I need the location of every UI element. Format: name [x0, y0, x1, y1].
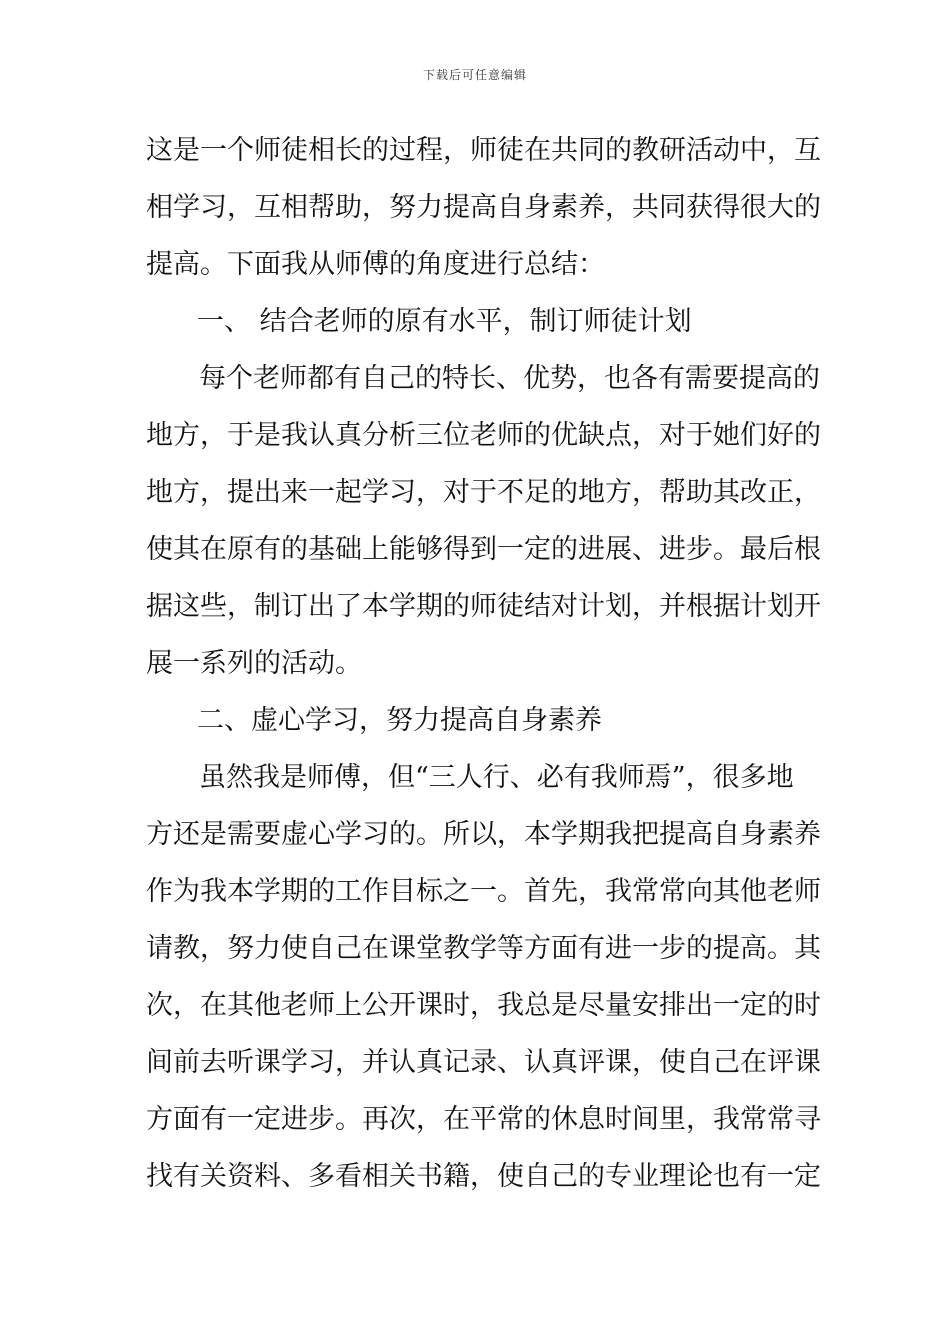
text-line-18: 方面有一定进步。再次，在平常的休息时间里，我常常寻	[146, 1104, 821, 1135]
text-line-15: 请教，努力使自己在课堂教学等方面有进一步的提高。其	[146, 933, 821, 964]
text-line-14: 作为我本学期的工作目标之一。首先，我常常向其他老师	[146, 876, 821, 907]
text-line-10: 展一系列的活动。	[146, 648, 362, 679]
text-line-5: 每个老师都有自己的特长、优势，也各有需要提高的	[199, 363, 820, 394]
text-line-8: 使其在原有的基础上能够得到一定的进展、进步。最后根	[146, 534, 821, 565]
text-line-1: 这是一个师徒相长的过程，师徒在共同的教研活动中，互	[146, 135, 821, 166]
text-line-6: 地方，于是我认真分析三位老师的优缺点，对于她们好的	[146, 420, 821, 451]
text-line-16: 次，在其他老师上公开课时，我总是尽量安排出一定的时	[146, 990, 821, 1021]
text-line-13: 方还是需要虚心学习的。所以，本学期我把提高自身素养	[146, 819, 821, 850]
text-line-19: 找有关资料、多看相关书籍，使自己的专业理论也有一定	[146, 1161, 821, 1192]
text-line-3: 提高。下面我从师傅的角度进行总结：	[146, 249, 605, 280]
page-header: 下载后可任意编辑	[422, 68, 527, 82]
text-line-12: 虽然我是师傅，但“三人行、必有我师焉”，很多地	[199, 762, 794, 793]
text-line-7: 地方，提出来一起学习，对于不足的地方，帮助其改正，	[146, 477, 821, 508]
section-heading-1: 一、 结合老师的原有水平，制订师徒计划	[197, 306, 692, 337]
text-line-9: 据这些，制订出了本学期的师徒结对计划，并根据计划开	[146, 591, 821, 622]
text-line-17: 间前去听课学习，并认真记录、认真评课，使自己在评课	[146, 1047, 821, 1078]
section-heading-2: 二、虚心学习，努力提高自身素养	[197, 705, 602, 736]
text-line-2: 相学习，互相帮助，努力提高自身素养，共同获得很大的	[146, 192, 821, 223]
